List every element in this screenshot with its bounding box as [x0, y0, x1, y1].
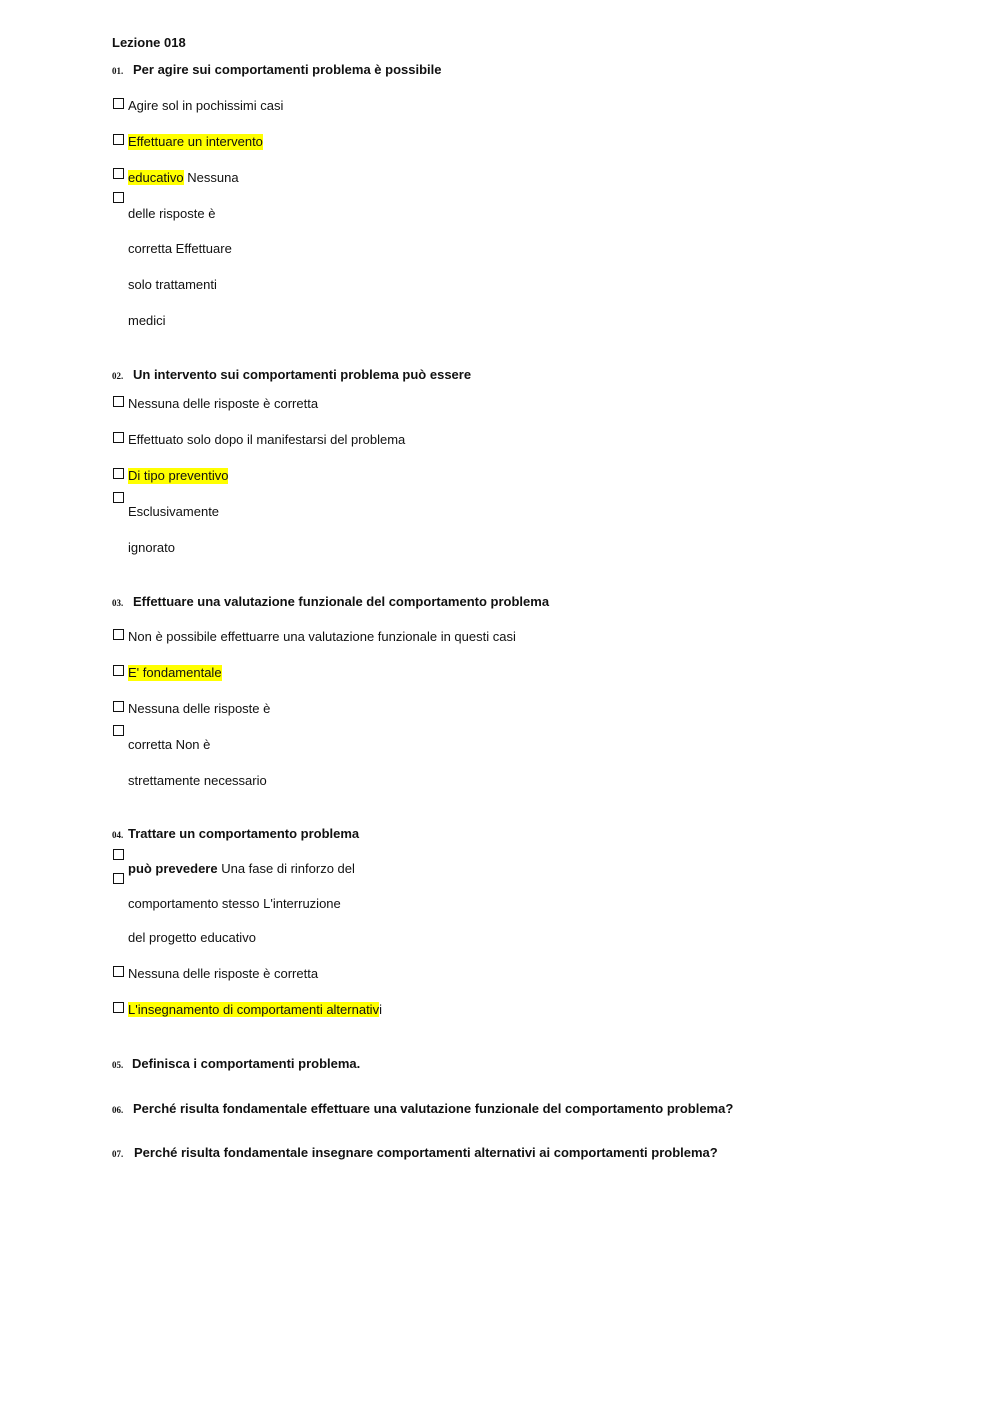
- question-number: 07.: [112, 1149, 124, 1159]
- answer-checkbox[interactable]: [113, 725, 124, 736]
- answer-line-highlighted: Effettuare un intervento: [128, 134, 263, 149]
- answer-checkbox[interactable]: [113, 665, 124, 676]
- answer-checkbox[interactable]: [113, 701, 124, 712]
- answer-highlighted-fragment: educativo: [128, 170, 184, 185]
- answer-line: Nessuna delle risposte è corretta: [128, 966, 319, 981]
- question-text: Perché risulta fondamentale effettuare una valutazione funzionale del comportamento problema?: [133, 1101, 734, 1116]
- question-text: Definisca i comportamenti problema.: [132, 1056, 361, 1071]
- answer-line: delle risposte è: [128, 206, 216, 221]
- answer-line: [128, 1002, 382, 1018]
- answer-line: [128, 861, 355, 877]
- answer-line: corretta Effettuare: [128, 241, 232, 256]
- question-text: Perché risulta fondamentale insegnare comportamenti alternativi ai comportamenti problema?: [134, 1145, 718, 1160]
- question-number: 01.: [112, 66, 124, 76]
- question-number: 02.: [112, 371, 124, 381]
- answer-checkbox[interactable]: [113, 168, 124, 179]
- answer-line: Esclusivamente: [128, 504, 220, 519]
- answer-line: Agire sol in pochissimi casi: [128, 98, 284, 113]
- answer-line: corretta Non è: [128, 737, 211, 752]
- answer-checkbox[interactable]: [113, 98, 124, 109]
- answer-checkbox[interactable]: [113, 1002, 124, 1013]
- answer-line: medici: [128, 313, 166, 328]
- answer-checkbox[interactable]: [113, 468, 124, 479]
- answer-checkbox[interactable]: [113, 192, 124, 203]
- answer-fragment: Una fase di rinforzo del: [217, 861, 355, 876]
- answer-line: strettamente necessario: [128, 773, 267, 788]
- question-text: Un intervento sui comportamenti problema può essere: [133, 367, 472, 382]
- answer-checkbox[interactable]: [113, 849, 124, 860]
- answer-line: del progetto educativo: [128, 930, 256, 945]
- answer-line: Nessuna delle risposte è: [128, 701, 271, 716]
- answer-line-highlighted: Di tipo preventivo: [128, 468, 229, 483]
- question-text-continuation: può prevedere: [128, 861, 218, 876]
- answer-fragment: Nessuna: [183, 170, 239, 185]
- question-text: Trattare un comportamento problema: [128, 826, 360, 841]
- question-text: Effettuare una valutazione funzionale del comportamento problema: [133, 594, 550, 609]
- answer-line-highlighted: E' fondamentale: [128, 665, 222, 680]
- answer-checkbox[interactable]: [113, 873, 124, 884]
- answer-line: [128, 170, 239, 186]
- answer-line: comportamento stesso L'interruzione: [128, 896, 341, 911]
- lesson-title: Lezione 018: [112, 35, 186, 50]
- answer-checkbox[interactable]: [113, 492, 124, 503]
- question-number: 03.: [112, 598, 124, 608]
- answer-line: ignorato: [128, 540, 175, 555]
- answer-line: Effettuato solo dopo il manifestarsi del problema: [128, 432, 406, 447]
- answer-line: Non è possibile effettuarre una valutazione funzionale in questi casi: [128, 629, 516, 644]
- answer-checkbox[interactable]: [113, 432, 124, 443]
- question-number: 06.: [112, 1105, 124, 1115]
- answer-checkbox[interactable]: [113, 629, 124, 640]
- answer-checkbox[interactable]: [113, 134, 124, 145]
- answer-checkbox[interactable]: [113, 966, 124, 977]
- answer-checkbox[interactable]: [113, 396, 124, 407]
- answer-line: Nessuna delle risposte è corretta: [128, 396, 319, 411]
- answer-highlighted-fragment: L'insegnamento di comportamenti alternativ: [128, 1002, 380, 1017]
- answer-line: solo trattamenti: [128, 277, 217, 292]
- question-number: 05.: [112, 1060, 124, 1070]
- question-number: 04.: [112, 830, 124, 840]
- answer-fragment: i: [379, 1002, 382, 1017]
- question-text: Per agire sui comportamenti problema è possibile: [133, 62, 442, 77]
